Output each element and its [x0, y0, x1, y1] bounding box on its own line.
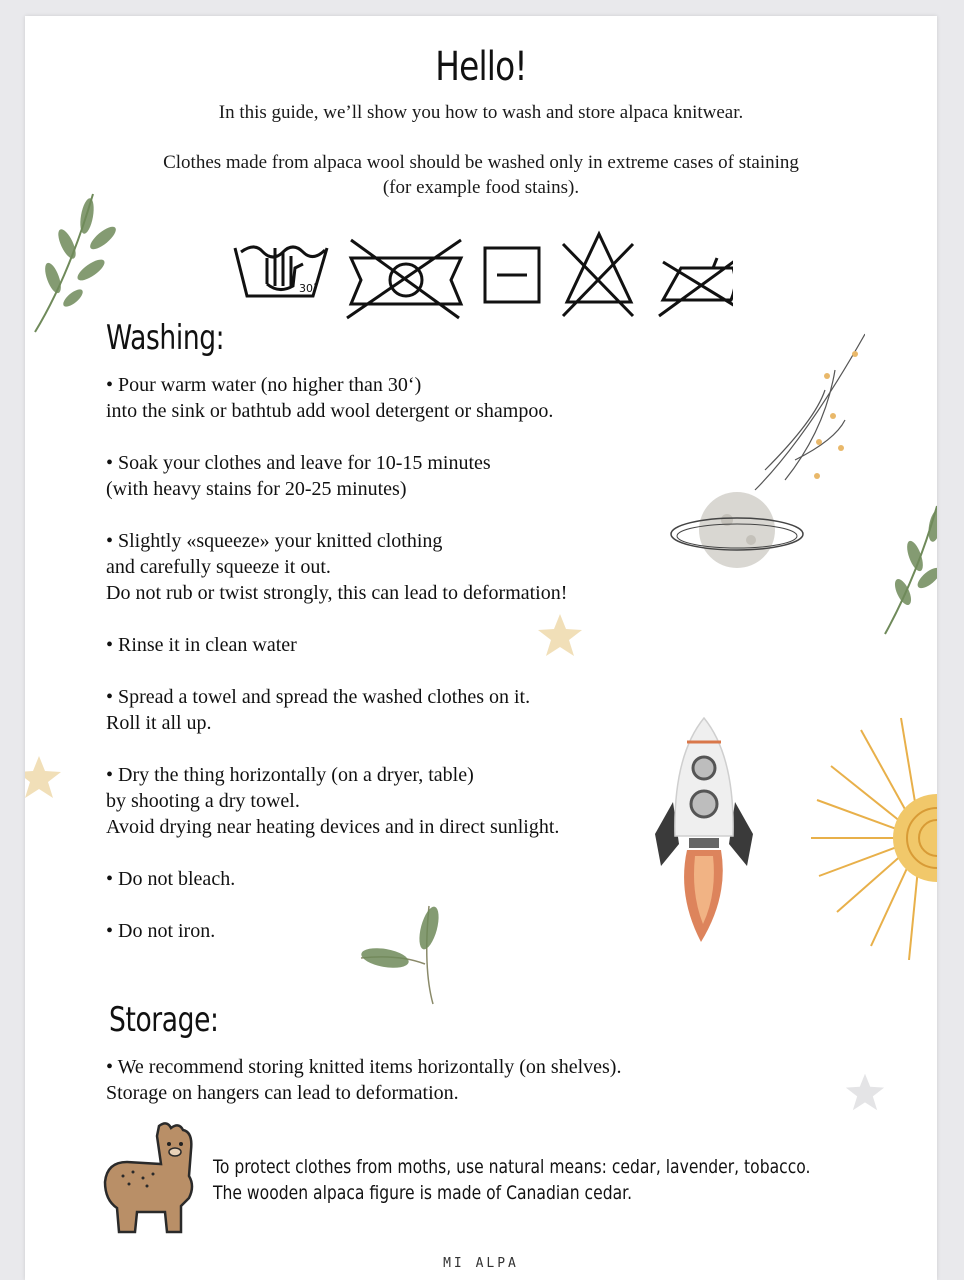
grey-star-icon	[845, 1072, 885, 1112]
leaf-branch-right-icon	[881, 496, 937, 636]
step-line: • Soak your clothes and leave for 10-15 minutes	[106, 452, 491, 474]
step-line: • Do not iron.	[106, 920, 216, 942]
hand-wash-icon	[235, 247, 327, 296]
washing-step	[106, 762, 666, 840]
step-line: Roll it all up.	[106, 712, 212, 734]
staining-note-line: Clothes made from alpaca wool should be washed only in extreme cases of staining	[163, 152, 799, 173]
alpaca-illustration	[101, 1120, 201, 1240]
care-symbols	[233, 228, 733, 320]
step-line: • Pour warm water (no higher than 30‘)	[106, 374, 422, 396]
intro-text: In this guide, we’ll show you how to wash and store alpaca knitwear.	[218, 102, 744, 123]
washing-step	[106, 450, 666, 502]
dry-flat-icon	[485, 248, 539, 302]
step-line: • Slightly «squeeze» your knitted clothing	[106, 530, 443, 552]
storage-instructions	[106, 1054, 621, 1106]
moth-note-line: The wooden alpaca figure is made of Canadian cedar.	[213, 1182, 633, 1204]
planet-icon	[665, 330, 865, 580]
storage-line: • We recommend storing knitted items horizontally (on shelves).	[106, 1056, 622, 1078]
no-iron-icon	[659, 252, 733, 316]
staining-note	[105, 150, 857, 200]
step-line: • Do not bleach.	[106, 868, 236, 890]
step-line: and carefully squeeze it out.	[106, 556, 331, 578]
step-line: Do not rub or twist strongly, this can lead to deformation!	[106, 582, 568, 604]
step-line: Avoid drying near heating devices and in direct sunlight.	[106, 816, 560, 838]
step-line: • Rinse it in clean water	[106, 634, 297, 656]
step-line: (with heavy stains for 20-25 minutes)	[106, 478, 407, 500]
washing-instructions	[106, 372, 666, 970]
washing-step	[106, 528, 666, 606]
moth-protection-note	[213, 1154, 810, 1206]
rocket-icon	[653, 716, 757, 950]
no-tumble-dry-icon	[347, 240, 461, 318]
page-title: Hello!	[435, 44, 527, 90]
washing-heading: Washing:	[106, 318, 225, 358]
washing-step	[106, 684, 666, 736]
no-bleach-icon	[563, 234, 633, 316]
moth-note-line: To protect clothes from moths, use natural means: cedar, lavender, tobacco.	[213, 1156, 811, 1178]
leaf-branch-icon	[29, 186, 119, 336]
storage-heading: Storage:	[109, 1000, 219, 1040]
step-line: • Dry the thing horizontally (on a dryer, table)	[106, 764, 474, 786]
brand-footer: MI ALPA	[443, 1256, 519, 1271]
storage-line: Storage on hangers can lead to deformation.	[106, 1082, 459, 1104]
sun-icon	[811, 716, 937, 960]
step-line: into the sink or bathtub add wool detergent or shampoo.	[106, 400, 554, 422]
care-guide-page	[25, 16, 937, 1280]
step-line: • Spread a towel and spread the washed clothes on it.	[106, 686, 531, 708]
star-left-icon	[25, 754, 61, 800]
washing-step	[106, 866, 666, 892]
leaf-sprig-icon	[359, 898, 449, 1008]
star-icon	[537, 612, 583, 658]
washing-step	[106, 372, 666, 424]
step-line: by shooting a dry towel.	[106, 790, 300, 812]
staining-note-line: (for example food stains).	[382, 177, 580, 198]
temperature-label: 30˚	[299, 282, 319, 295]
